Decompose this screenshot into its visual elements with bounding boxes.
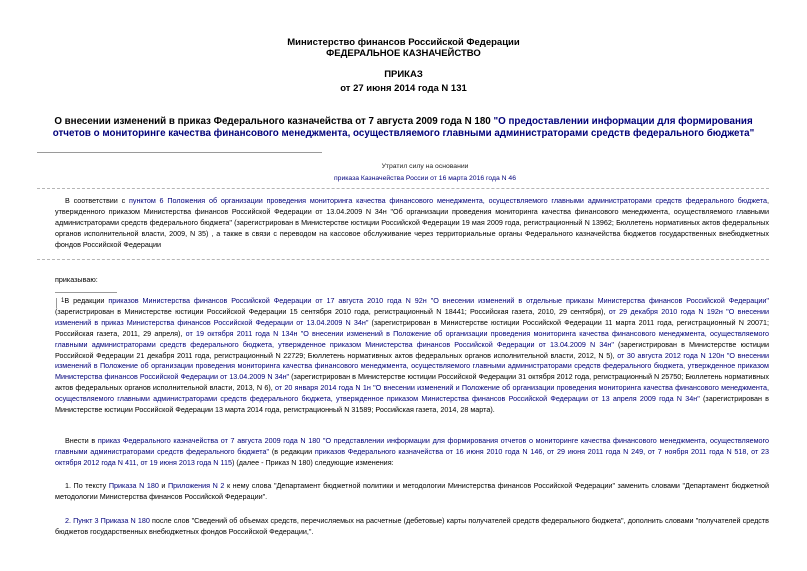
preamble-link[interactable]: пунктом 6 Положения об организации проведения мониторинга качества финансового менеджмента, осуществляемого главными администраторами средств федерального бюджета <box>128 196 768 205</box>
order-word: приказываю: <box>55 275 98 284</box>
separator-rule <box>37 152 322 153</box>
document-title-prefix: О внесении изменений в приказ Федерального казначейства от 7 августа 2009 года N 180 <box>54 116 494 127</box>
item-1-paragraph: 1. По тексту Приказа N 180 и Приложения N 2 к нему слова "Департамент бюджетной политики и методологии Министерства финансов Российской Федерации" заменить словами "Департамент бюджетной методологии Министерства финансов Российской Федерации". <box>55 481 769 501</box>
dotted-separator <box>37 188 769 189</box>
agency-name: ФЕДЕРАЛЬНОЕ КАЗНАЧЕЙСТВО <box>326 48 481 59</box>
document-title-link[interactable]: "О предоставлении информации для формирования отчетов о мониторинге качества финансового менеджмента, осуществляемого главными администраторами средств федерального бюджета" <box>52 116 755 139</box>
item-2-paragraph: 2. Пункт 3 Приказа N 180 после слов "Сведений об объемах средств, перечисляемых на расчетные (дебетовые) карты получателей средств федерального бюджета", дополнить словами "получателей средств бюджетов государственных внебюджетных фондов Российской Федерации,". <box>55 516 769 536</box>
dotted-separator-2 <box>37 259 769 260</box>
document-title <box>45 116 762 140</box>
footnote-link-1[interactable]: приказов Министерства финансов Российской Федерации от 17 августа 2010 года N 92н "О внесении изменений в отдельные приказы Министерства финансов Российской Федерации" <box>108 296 769 305</box>
footnote-paragraph: $^1$В редакции приказов Министерства финансов Российской Федерации от 17 августа 2010 года N 92н "О внесении изменений в отдельные приказы Министерства финансов Российской Федерации" (зарегистрирован в Министерстве юстиции Российской Федерации 15 сентября 2010 года, регистрационный N 18441; Российская газета, 2010, 29 сентября), от 29 декабря 2010 года N 192н "О внесении изменений в приказ Министерства финансов Российской Федерации от 13.04.2009 N 34н" (зарегистрирован в Министерстве юстиции Российской Федерации 11 марта 2011 года, регистрационный N 20071; Российская газета, 2011, 29 апреля), от 19 октября 2011 года N 134н "О внесении изменений в Положение об организации проведения мониторинга качества финансового менеджмента, осуществляемого главными администраторами средств федерального бюджета, утвержденное приказом Министерства финансов Российской Федерации от 13.04.2009 N 34н" (зарегистрирован в Министерстве юстиции Российской Федерации 21 декабря 2011 года, регистрационный N 22729; Бюллетень нормативных актов федеральных органов исполнительной власти, 2012, N 5), от 30 августа 2012 года N 120н "О внесении изменений в Положение об организации проведения мониторинга качества финансового менеджмента, осуществляемого главными администраторами средств федерального бюджета, утвержденное приказом Министерства финансов Российской Федерации от 13.04.2009 N 34н" (зарегистрирован в Министерстве юстиции Российской Федерации 31 октября 2012 года, регистрационный N 25750; Бюллетень нормативных актов федеральных органов исполнительной власти, 2013, N 6), от 20 января 2014 года N 1н "О внесении изменений и Положение об организации проведения мониторинга качества финансового менеджмента, осуществляемого главными администраторами средств федерального бюджета, утвержденное приказом Министерства финансов Российской Федерации от 13 апреля 2009 года N 34н" (зарегистрирован в Министерстве юстиции Российской Федерации 13 марта 2014 года, регистрационный N 31589; Российская газета, 2014, 28 марта). <box>55 296 769 415</box>
item-1-link-1[interactable]: Приказа N 180 <box>108 481 159 490</box>
footnote-rule <box>55 292 117 293</box>
footnote-mark: 1 <box>61 298 65 304</box>
repeal-note-text: Утратил силу на основании <box>381 163 469 170</box>
repeal-note-link[interactable] <box>245 175 605 182</box>
document-type: ПРИКАЗ <box>384 69 423 80</box>
item-1-link-2[interactable]: Приложения N 2 <box>168 481 225 490</box>
footnote-link-3[interactable]: от 19 октября 2011 года N 134н "О внесении изменений в Положение об организации проведения мониторинга качества финансового менеджмента, осуществляемого главными администраторами средств федерального бюджета, утвержденное приказом Министерства финансов Российской Федерации от 13.04.2009 N 34н" <box>55 328 769 349</box>
footnote-link-4[interactable]: от 30 августа 2012 года N 120н "О внесении изменений в Положение об организации проведения мониторинга качества финансового менеджмента, осуществляемого главными администраторами средств федерального бюджета, утвержденное приказом Министерства финансов Российской Федерации от 13.04.2009 N 34н" <box>55 350 769 382</box>
footnote-link-5[interactable]: от 20 января 2014 года N 1н "О внесении изменений и Положение об организации проведения мониторинга качества финансового менеджмента, осуществляемого главными администраторами средств федерального бюджета, утвержденное приказом Министерства финансов Российской Федерации от 13 апреля 2009 года N 34н" <box>55 383 769 404</box>
repeal-order-link[interactable]: приказа Казначейства России от 16 марта 2016 года N 46 <box>334 175 516 182</box>
intro-link-1[interactable]: приказ Федерального казначейства от 7 августа 2009 года N 180 "О представлении информации для формирования отчетов о мониторинге качества финансового менеджмента, осуществляемого главными администраторами средств федерального бюджета" <box>55 436 769 456</box>
footnote-link-2[interactable]: от 29 декабря 2010 года N 192н "О внесении изменений в приказ Министерства финансов Российской Федерации от 13.04.2009 N 34н" <box>55 306 769 327</box>
preamble-paragraph: В соответствии с пунктом 6 Положения об организации проведения мониторинга качества финансового менеджмента, осуществляемого главными администраторами средств федерального бюджета, утвержденного приказом Министерства финансов Российской Федерации от 13.04.2009 N 34н "Об организации проведения мониторинга качества финансового менеджмента, осуществляемого главными администраторами средств федерального бюджета" (зарегистрирован в Министерстве юстиции Российской Федерации 19 мая 2009 года, регистрационный N 13962; Бюллетень нормативных актов федеральных органов исполнительной власти, 2009, N 35) , а также в связи с переводом на кассовое обслуживание через территориальные органы Федерального казначейства бюджетов государственных внебюджетных фондов Российской Федерации <box>55 196 770 249</box>
ministry-name: Министерство финансов Российской Федерации <box>287 37 520 48</box>
intro-paragraph: Внести в приказ Федерального казначейства от 7 августа 2009 года N 180 "О представлении информации для формирования отчетов о мониторинге качества финансового менеджмента, осуществляемого главными администраторами средств федерального бюджета" (в редакции приказов Федерального казначейства от 16 июня 2010 года N 146, от 29 июня 2011 года N 249, от 7 ноября 2011 года N 518, от 23 октября 2012 года N 411, от 19 июня 2013 года N 115) (далее - Приказ N 180) следующие изменения: <box>55 436 769 467</box>
intro-link-2[interactable]: приказов Федерального казначейства от 16 июня 2010 года N 146, от 29 июня 2011 года N 249, от 7 ноября 2011 года N 518, от 23 октября 2012 года N 411, от 19 июня 2013 года N 115 <box>55 446 769 467</box>
item-2-link[interactable]: 2. Пункт 3 Приказа N 180 <box>65 516 150 525</box>
document-date-number: от 27 июня 2014 года N 131 <box>340 83 467 94</box>
